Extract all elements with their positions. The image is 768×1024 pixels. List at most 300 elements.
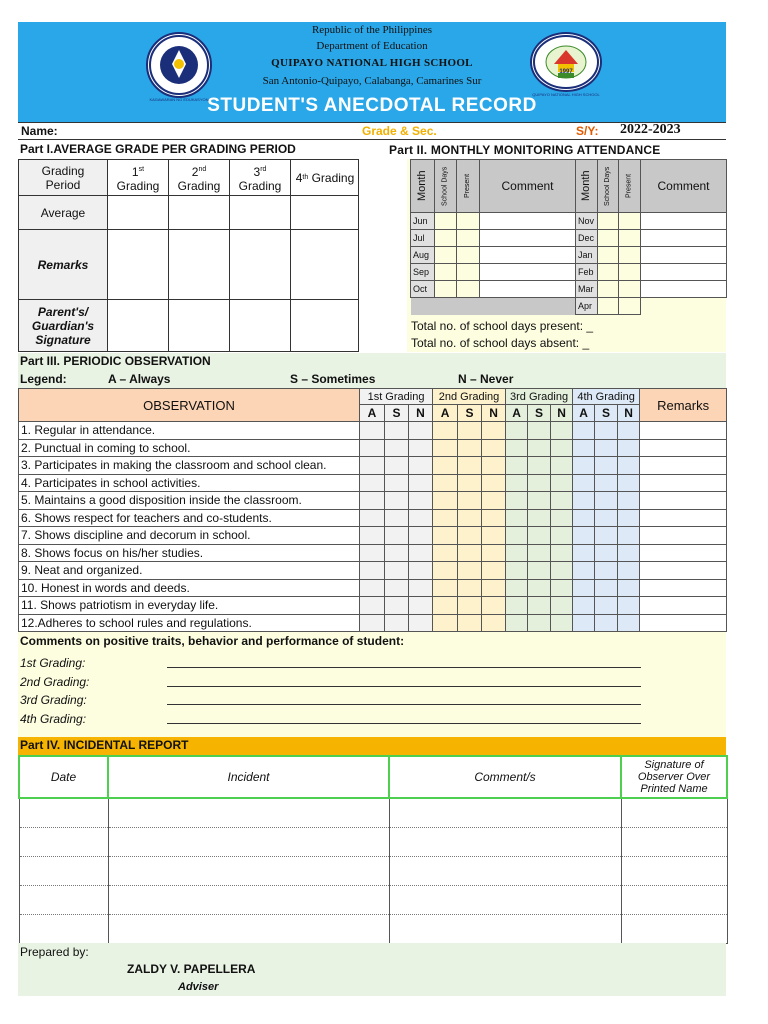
month-cell: Apr xyxy=(576,298,598,315)
page-title: STUDENT'S ANECDOTAL RECORD xyxy=(207,95,537,116)
rating-cell[interactable] xyxy=(482,562,506,580)
rating-cell[interactable] xyxy=(506,614,528,632)
month-cell: Dec xyxy=(576,230,598,247)
rating-cell[interactable] xyxy=(528,457,551,475)
observation-item: 3. Participates in making the classroom and school clean. xyxy=(19,457,360,475)
grade-sec-label: Grade & Sec. xyxy=(362,124,437,138)
rating-cell[interactable] xyxy=(551,457,573,475)
rating-cell[interactable] xyxy=(360,527,385,545)
incident-cell[interactable] xyxy=(19,827,108,856)
rating-cell[interactable] xyxy=(482,509,506,527)
letter-s: S xyxy=(385,405,409,422)
rating-cell[interactable] xyxy=(506,422,528,440)
rating-cell[interactable] xyxy=(482,579,506,597)
grading-2-header xyxy=(169,160,229,195)
rating-cell[interactable] xyxy=(385,474,409,492)
remarks-row-label: Remarks xyxy=(37,257,89,272)
legend-never: N – Never xyxy=(458,372,514,386)
rating-cell[interactable] xyxy=(595,474,618,492)
rating-cell[interactable] xyxy=(482,492,506,510)
rating-cell[interactable] xyxy=(458,544,482,562)
grading-4-sup: th xyxy=(302,174,309,181)
observation-item: 7. Shows discipline and decorum in school. xyxy=(19,527,360,545)
rating-cell[interactable] xyxy=(528,614,551,632)
rating-cell[interactable] xyxy=(385,544,409,562)
grading-period-header: Grading Period xyxy=(41,163,85,192)
month-cell: Aug xyxy=(411,247,435,264)
rating-cell[interactable] xyxy=(360,562,385,580)
rating-cell[interactable] xyxy=(433,527,458,545)
rating-cell[interactable] xyxy=(573,614,595,632)
incident-row xyxy=(19,885,727,914)
rating-cell[interactable] xyxy=(618,457,640,475)
rating-cell[interactable] xyxy=(409,474,433,492)
rating-cell[interactable] xyxy=(573,439,595,457)
grading-1-sup: st xyxy=(138,165,145,173)
rating-cell[interactable] xyxy=(385,492,409,510)
month-cell: Sep xyxy=(411,264,435,281)
rating-cell[interactable] xyxy=(482,474,506,492)
rating-cell[interactable] xyxy=(433,544,458,562)
letter-s: S xyxy=(528,405,551,422)
adviser-name: ZALDY V. PAPELLERA xyxy=(127,962,256,976)
remarks-cell[interactable] xyxy=(640,579,727,597)
month-header-right: Month xyxy=(580,170,592,202)
incident-cell[interactable] xyxy=(19,798,108,827)
comments-title: Comments on positive traits, behavior and performance of student: xyxy=(20,634,405,648)
rating-cell[interactable] xyxy=(385,579,409,597)
incident-cell[interactable] xyxy=(19,885,108,914)
rating-cell[interactable] xyxy=(433,562,458,580)
rating-cell[interactable] xyxy=(528,597,551,615)
rating-cell[interactable] xyxy=(409,439,433,457)
rating-cell[interactable] xyxy=(595,527,618,545)
rating-cell[interactable] xyxy=(482,597,506,615)
rating-cell[interactable] xyxy=(433,457,458,475)
present-header-right: Present xyxy=(625,173,633,199)
observation-item: 4. Participates in school activities. xyxy=(19,474,360,492)
grading-2-num: 2 xyxy=(191,164,199,179)
rating-cell[interactable] xyxy=(618,614,640,632)
rating-cell[interactable] xyxy=(482,544,506,562)
signature-row-label: Parent's/ Guardian's Signature xyxy=(31,304,95,347)
observation-rows xyxy=(19,422,727,632)
rating-cell[interactable] xyxy=(458,509,482,527)
school-days-header-left: School Days xyxy=(441,166,449,206)
rating-cell[interactable] xyxy=(551,562,573,580)
rating-cell[interactable] xyxy=(618,439,640,457)
rating-cell[interactable] xyxy=(573,579,595,597)
rating-cell[interactable] xyxy=(385,562,409,580)
rating-cell[interactable] xyxy=(528,544,551,562)
incident-row xyxy=(19,914,727,943)
observation-item: 9. Neat and organized. xyxy=(19,562,360,580)
rating-cell[interactable] xyxy=(551,474,573,492)
observation-row xyxy=(19,509,727,527)
grading-header-2: 2nd Grading xyxy=(433,389,506,405)
rating-cell[interactable] xyxy=(595,439,618,457)
legend-always: A – Always xyxy=(108,372,171,386)
rating-cell[interactable] xyxy=(618,597,640,615)
grading-3-num: 3 xyxy=(253,164,261,179)
observation-row xyxy=(19,527,727,545)
incident-cell[interactable] xyxy=(389,856,621,885)
observation-item: 12.Adheres to school rules and regulations. xyxy=(19,614,360,632)
rating-cell[interactable] xyxy=(360,439,385,457)
incident-cell[interactable] xyxy=(389,914,621,943)
rating-cell[interactable] xyxy=(433,422,458,440)
rating-cell[interactable] xyxy=(360,457,385,475)
rating-cell[interactable] xyxy=(528,509,551,527)
letter-s: S xyxy=(458,405,482,422)
rating-cell[interactable] xyxy=(482,422,506,440)
legend-label: Legend: xyxy=(20,372,67,386)
rating-cell[interactable] xyxy=(528,562,551,580)
observation-row xyxy=(19,544,727,562)
rating-cell[interactable] xyxy=(458,597,482,615)
rating-cell[interactable] xyxy=(551,527,573,545)
observation-item: 5. Maintains a good disposition inside the classroom. xyxy=(19,492,360,510)
month-header-left: Month xyxy=(416,170,428,202)
comments-header: Comment/s xyxy=(389,756,621,798)
letter-n: N xyxy=(618,405,640,422)
observation-item: 2. Punctual in coming to school. xyxy=(19,439,360,457)
month-cell: Jul xyxy=(411,230,435,247)
incident-cell[interactable] xyxy=(621,827,727,856)
rating-cell[interactable] xyxy=(409,544,433,562)
grading-3-sup: rd xyxy=(260,165,267,173)
comment-label-1: 1st Grading: xyxy=(20,656,86,670)
rating-cell[interactable] xyxy=(458,422,482,440)
rating-cell[interactable] xyxy=(409,457,433,475)
grading-2-word: Grading xyxy=(177,178,221,193)
observation-table xyxy=(18,388,727,632)
observation-item: 1. Regular in attendance. xyxy=(19,422,360,440)
letter-s: S xyxy=(595,405,618,422)
rating-cell[interactable] xyxy=(595,544,618,562)
rating-cell[interactable] xyxy=(506,527,528,545)
rating-cell[interactable] xyxy=(433,439,458,457)
rating-cell[interactable] xyxy=(551,544,573,562)
month-cell: Feb xyxy=(576,264,598,281)
rating-cell[interactable] xyxy=(573,457,595,475)
grading-4-num: 4 xyxy=(295,170,303,185)
rating-cell[interactable] xyxy=(409,579,433,597)
rating-cell[interactable] xyxy=(551,422,573,440)
month-cell: Nov xyxy=(576,213,598,230)
remarks-cell[interactable] xyxy=(640,492,727,510)
rating-cell[interactable] xyxy=(385,457,409,475)
present-header-left: Present xyxy=(464,173,471,199)
rating-cell[interactable] xyxy=(551,579,573,597)
rating-cell[interactable] xyxy=(409,527,433,545)
rating-cell[interactable] xyxy=(458,527,482,545)
rating-cell[interactable] xyxy=(528,579,551,597)
comment-input-2[interactable] xyxy=(167,686,641,687)
incident-row xyxy=(19,798,727,827)
rating-cell[interactable] xyxy=(595,509,618,527)
rating-cell[interactable] xyxy=(482,614,506,632)
grading-1-word: Grading xyxy=(116,178,160,193)
rating-cell[interactable] xyxy=(482,527,506,545)
name-label: Name: xyxy=(21,124,58,138)
rating-cell[interactable] xyxy=(506,457,528,475)
month-cell: Jun xyxy=(411,213,435,230)
average-row-label: Average xyxy=(40,205,86,220)
rating-cell[interactable] xyxy=(360,474,385,492)
school-address: San Antonio-Quipayo, Calabanga, Camarines Sur xyxy=(262,75,482,87)
part4-title: Part IV. INCIDENTAL REPORT xyxy=(18,737,726,755)
letter-n: N xyxy=(482,405,506,422)
total-present: Total no. of school days present: _ xyxy=(411,319,594,333)
incident-rows xyxy=(19,798,727,943)
rating-cell[interactable] xyxy=(458,579,482,597)
grading-1-num: 1 xyxy=(131,164,139,179)
grading-3-header xyxy=(230,160,290,195)
month-cell: Jan xyxy=(576,247,598,264)
incident-row xyxy=(19,856,727,885)
comment-input-1[interactable] xyxy=(167,667,641,668)
rating-cell[interactable] xyxy=(458,614,482,632)
observation-item: 6. Shows respect for teachers and co-students. xyxy=(19,509,360,527)
rating-cell[interactable] xyxy=(573,492,595,510)
comment-line-4 xyxy=(20,710,640,726)
rating-cell[interactable] xyxy=(385,422,409,440)
prepared-by-label: Prepared by: xyxy=(20,945,89,959)
rating-cell[interactable] xyxy=(385,597,409,615)
incident-cell[interactable] xyxy=(621,798,727,827)
incident-cell[interactable] xyxy=(621,856,727,885)
incident-cell[interactable] xyxy=(108,856,389,885)
comment-label-3: 3rd Grading: xyxy=(20,693,87,707)
rating-cell[interactable] xyxy=(409,597,433,615)
rating-cell[interactable] xyxy=(551,439,573,457)
rating-cell[interactable] xyxy=(360,579,385,597)
remarks-cell[interactable] xyxy=(640,527,727,545)
incident-cell[interactable] xyxy=(389,885,621,914)
rating-cell[interactable] xyxy=(433,614,458,632)
rating-cell[interactable] xyxy=(618,562,640,580)
comment-input-3[interactable] xyxy=(167,704,641,705)
comment-line-2 xyxy=(20,673,640,689)
rating-cell[interactable] xyxy=(458,474,482,492)
rating-cell[interactable] xyxy=(573,509,595,527)
rating-cell[interactable] xyxy=(573,527,595,545)
rating-cell[interactable] xyxy=(433,597,458,615)
republic-text: Republic of the Philippines xyxy=(311,24,433,36)
rating-cell[interactable] xyxy=(360,614,385,632)
remarks-cell[interactable] xyxy=(640,509,727,527)
letter-n: N xyxy=(551,405,573,422)
rating-cell[interactable] xyxy=(433,492,458,510)
rating-cell[interactable] xyxy=(618,509,640,527)
rating-cell[interactable] xyxy=(458,439,482,457)
month-cell: Mar xyxy=(576,281,598,298)
observation-item: 10. Honest in words and deeds. xyxy=(19,579,360,597)
rating-cell[interactable] xyxy=(528,492,551,510)
rating-cell[interactable] xyxy=(409,422,433,440)
incident-cell[interactable] xyxy=(621,914,727,943)
observation-row xyxy=(19,492,727,510)
remarks-cell[interactable] xyxy=(640,422,727,440)
part2-title: Part II. MONTHLY MONITORING ATTENDANCE xyxy=(389,143,661,157)
rating-cell[interactable] xyxy=(385,509,409,527)
rating-cell[interactable] xyxy=(458,562,482,580)
observation-row xyxy=(19,614,727,632)
incident-row xyxy=(19,827,727,856)
sy-label: S/Y: xyxy=(576,124,599,138)
school-name: QUIPAYO NATIONAL HIGH SCHOOL xyxy=(271,57,473,69)
incident-cell[interactable] xyxy=(389,798,621,827)
rating-cell[interactable] xyxy=(409,509,433,527)
observation-item: 8. Shows focus on his/her studies. xyxy=(19,544,360,562)
incident-cell[interactable] xyxy=(389,827,621,856)
rating-cell[interactable] xyxy=(482,457,506,475)
incident-table xyxy=(18,755,728,944)
rating-cell[interactable] xyxy=(409,614,433,632)
grading-header-1: 1st Grading xyxy=(360,389,433,405)
rating-cell[interactable] xyxy=(595,457,618,475)
remarks-cell[interactable] xyxy=(640,474,727,492)
remarks-cell[interactable] xyxy=(640,439,727,457)
rating-cell[interactable] xyxy=(458,457,482,475)
rating-cell[interactable] xyxy=(528,422,551,440)
rating-cell[interactable] xyxy=(506,579,528,597)
incident-cell[interactable] xyxy=(108,914,389,943)
observation-header: OBSERVATION xyxy=(19,389,360,422)
part3-title: Part III. PERIODIC OBSERVATION xyxy=(20,354,211,368)
rating-cell[interactable] xyxy=(595,597,618,615)
observation-row xyxy=(19,579,727,597)
comment-header-right: Comment xyxy=(641,160,727,213)
letter-a: A xyxy=(433,405,458,422)
rating-cell[interactable] xyxy=(506,509,528,527)
observation-row xyxy=(19,457,727,475)
incident-cell[interactable] xyxy=(19,914,108,943)
remarks-cell[interactable] xyxy=(640,562,727,580)
logo-right-year: 1997 xyxy=(559,69,573,75)
rating-cell[interactable] xyxy=(618,474,640,492)
rating-cell[interactable] xyxy=(618,579,640,597)
signature-header: Signature of Observer Over Printed Name xyxy=(621,756,727,798)
rating-cell[interactable] xyxy=(551,597,573,615)
rating-cell[interactable] xyxy=(506,544,528,562)
grading-header-3: 3rd Grading xyxy=(506,389,573,405)
rating-cell[interactable] xyxy=(595,492,618,510)
rating-cell[interactable] xyxy=(385,439,409,457)
rating-cell[interactable] xyxy=(360,544,385,562)
incident-cell[interactable] xyxy=(621,885,727,914)
grading-3-word: Grading xyxy=(238,178,282,193)
rating-cell[interactable] xyxy=(528,474,551,492)
remarks-cell[interactable] xyxy=(640,457,727,475)
footer-bg xyxy=(18,943,726,996)
rating-cell[interactable] xyxy=(595,422,618,440)
attendance-table-left xyxy=(410,159,576,315)
letter-a: A xyxy=(506,405,528,422)
rating-cell[interactable] xyxy=(433,579,458,597)
grading-2-sup: nd xyxy=(198,165,207,173)
rating-cell[interactable] xyxy=(385,527,409,545)
rating-cell[interactable] xyxy=(506,474,528,492)
rating-cell[interactable] xyxy=(573,562,595,580)
incident-cell[interactable] xyxy=(108,798,389,827)
rating-cell[interactable] xyxy=(573,544,595,562)
rating-cell[interactable] xyxy=(482,439,506,457)
observation-row xyxy=(19,562,727,580)
rating-cell[interactable] xyxy=(595,562,618,580)
grading-1-header xyxy=(108,160,168,195)
rating-cell[interactable] xyxy=(385,614,409,632)
rating-cell[interactable] xyxy=(409,492,433,510)
incident-header: Incident xyxy=(108,756,389,798)
rating-cell[interactable] xyxy=(433,474,458,492)
rating-cell[interactable] xyxy=(618,422,640,440)
rating-cell[interactable] xyxy=(618,544,640,562)
rating-cell[interactable] xyxy=(551,614,573,632)
incident-cell[interactable] xyxy=(19,856,108,885)
rating-cell[interactable] xyxy=(506,492,528,510)
grading-header-4: 4th Grading xyxy=(573,389,640,405)
school-days-header-right: School Days xyxy=(604,166,611,206)
rating-cell[interactable] xyxy=(618,527,640,545)
rating-cell[interactable] xyxy=(433,509,458,527)
grading-4-header xyxy=(291,160,359,195)
department-text: Department of Education xyxy=(316,40,428,52)
rating-cell[interactable] xyxy=(360,422,385,440)
rating-cell[interactable] xyxy=(618,492,640,510)
rating-cell[interactable] xyxy=(458,492,482,510)
letter-n: N xyxy=(409,405,433,422)
rating-cell[interactable] xyxy=(595,614,618,632)
rating-cell[interactable] xyxy=(528,527,551,545)
adviser-title: Adviser xyxy=(178,981,219,993)
rating-cell[interactable] xyxy=(360,509,385,527)
observation-row xyxy=(19,422,727,440)
comment-input-4[interactable] xyxy=(167,723,641,724)
rating-cell[interactable] xyxy=(551,509,573,527)
rating-cell[interactable] xyxy=(409,562,433,580)
rating-cell[interactable] xyxy=(595,579,618,597)
logo-right-text: QUIPAYO NATIONAL HIGH SCHOOL xyxy=(532,92,600,97)
comment-line-1 xyxy=(20,654,640,670)
rating-cell[interactable] xyxy=(506,439,528,457)
logo-left-text: KAGAWARAN NG EDUKASYON xyxy=(149,97,209,102)
comment-header-left: Comment xyxy=(480,160,576,213)
legend-sometimes: S – Sometimes xyxy=(290,372,376,386)
rating-cell[interactable] xyxy=(506,597,528,615)
month-cell: Oct xyxy=(411,281,435,298)
comment-label-2: 2nd Grading: xyxy=(20,675,90,689)
rating-cell[interactable] xyxy=(551,492,573,510)
rating-cell[interactable] xyxy=(573,597,595,615)
rating-cell[interactable] xyxy=(360,492,385,510)
incident-cell[interactable] xyxy=(108,827,389,856)
letter-a: A xyxy=(573,405,595,422)
remarks-cell[interactable] xyxy=(640,597,727,615)
remarks-cell[interactable] xyxy=(640,544,727,562)
rating-cell[interactable] xyxy=(528,439,551,457)
rating-cell[interactable] xyxy=(573,422,595,440)
observation-row xyxy=(19,597,727,615)
total-absent: Total no. of school days absent: _ xyxy=(411,336,590,350)
remarks-cell[interactable] xyxy=(640,614,727,632)
rating-cell[interactable] xyxy=(506,562,528,580)
attendance-table-right xyxy=(575,159,727,315)
rating-cell[interactable] xyxy=(360,597,385,615)
rating-cell[interactable] xyxy=(573,474,595,492)
incident-cell[interactable] xyxy=(108,885,389,914)
